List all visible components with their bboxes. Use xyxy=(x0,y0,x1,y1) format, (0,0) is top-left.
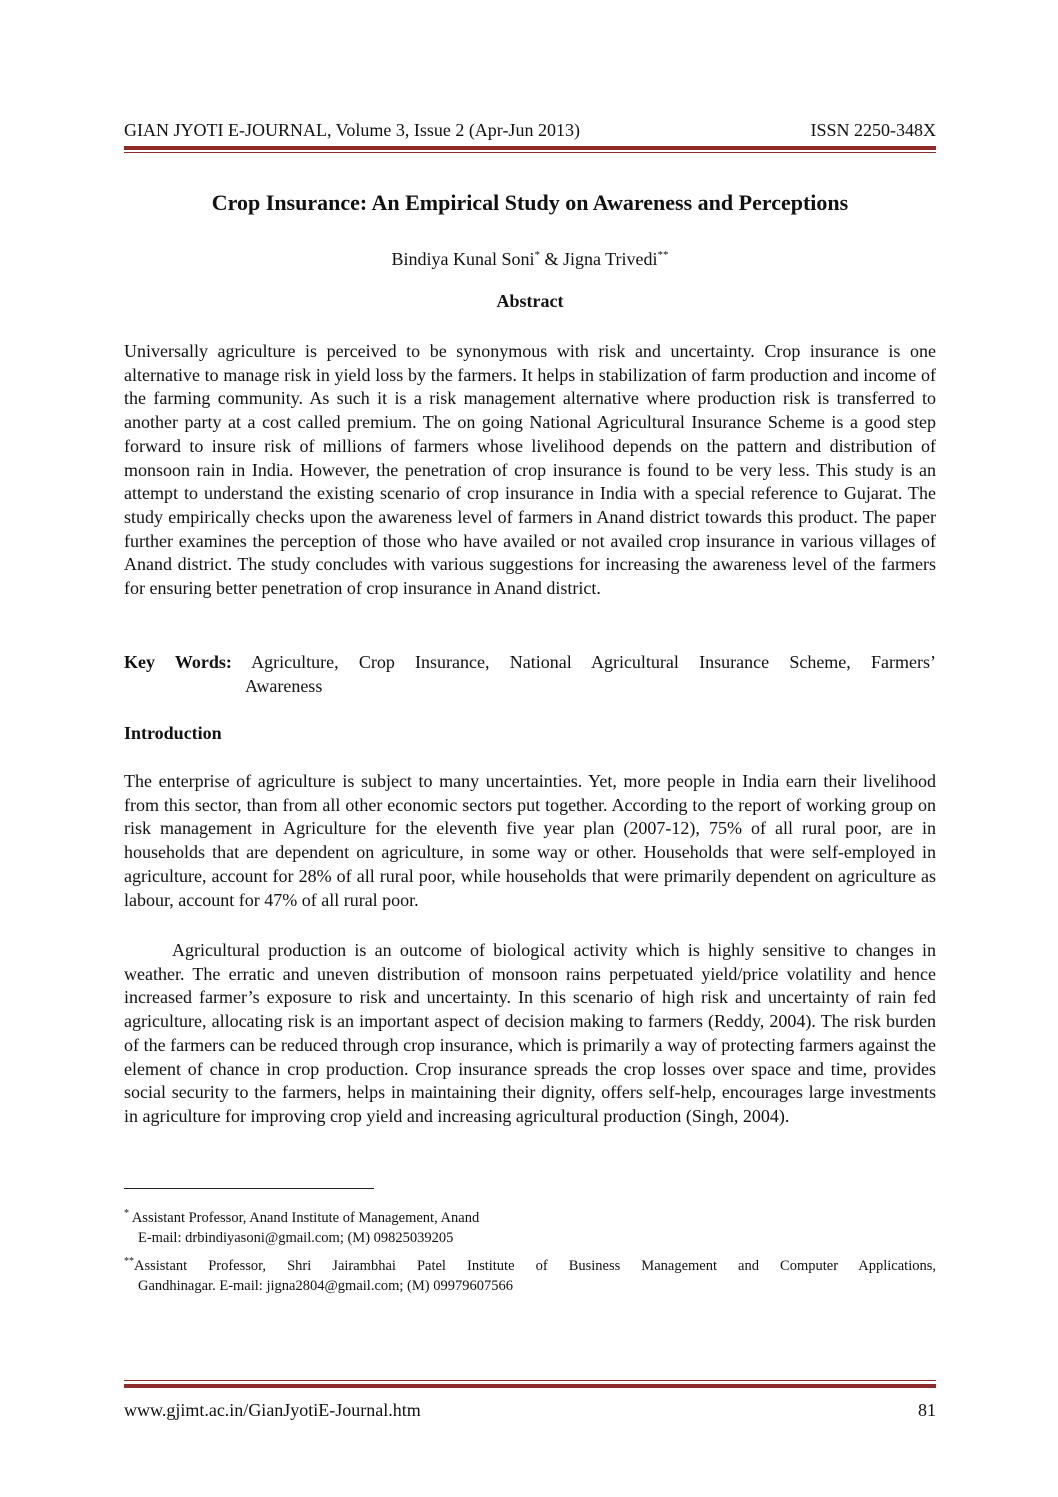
header-rule-thick xyxy=(124,146,936,150)
introduction-paragraph: Agricultural production is an outcome of biological activity which is highly sensitive to changes in weather. The erratic and uneven distribution of monsoon rains perpetuated yield/price volatility and hence increased farmer’s exposure to risk and uncertainty. In this scenario of high risk and uncertainty of rain fed agriculture, allocating risk is an important aspect of decision making to farmers (Reddy, 2004). The risk burden of the farmers can be reduced through crop insurance, which is primarily a way of protecting farmers against the element of chance in crop production. Crop insurance spreads the crop losses over space and time, provides social security to the farmers, helps in maintaining their dignity, offers self-help, encourages large investments in agriculture for improving crop yield and increasing agricultural production (Singh, 2004). xyxy=(124,940,936,1126)
article-title: Crop Insurance: An Empirical Study on Awareness and Perceptions xyxy=(211,190,849,215)
footnote-mark: * xyxy=(124,1208,129,1219)
footnote-rule xyxy=(124,1188,374,1189)
footnote-author1 xyxy=(124,1204,936,1248)
journal-citation: GIAN JYOTI E-JOURNAL, Volume 3, Issue 2 (Apr-Jun 2013) xyxy=(124,120,580,140)
footnote-author2 xyxy=(124,1252,936,1296)
running-header xyxy=(124,118,936,142)
author-line xyxy=(124,243,936,271)
footer-rule-thick xyxy=(124,1384,936,1388)
issn: ISSN 2250-348X xyxy=(810,120,936,140)
keywords-label: Key Words: xyxy=(124,652,232,672)
footnote-affiliation: Assistant Professor, Anand Institute of Management, Anand xyxy=(129,1209,480,1226)
footnote-contact: Gandhinagar. E-mail: jigna2804@gmail.com; (M) 09979607566 xyxy=(138,1277,513,1294)
page-number: 81 xyxy=(918,1400,936,1420)
author-separator: & xyxy=(539,249,563,269)
keywords-line xyxy=(124,650,936,674)
keywords-list: Agriculture, Crop Insurance, National Agricultural Insurance Scheme, Farmers’ xyxy=(251,652,937,672)
journal-url: www.gjimt.ac.in/GianJyotiE-Journal.htm xyxy=(124,1400,421,1420)
page-footer xyxy=(124,1398,936,1422)
section-heading-introduction: Introduction xyxy=(124,723,222,743)
author-footnote-mark: * xyxy=(534,249,540,261)
abstract-heading: Abstract xyxy=(496,291,564,311)
author-footnote-mark: ** xyxy=(657,249,669,261)
footer-rule-thin xyxy=(124,1380,936,1381)
header-rule-thin xyxy=(124,152,936,153)
article-page xyxy=(124,0,936,1497)
abstract-text: Universally agriculture is perceived to be synonymous with risk and uncertainty. Crop insurance is one alternative to manage risk in yield loss by the farmers. It helps in stabilization of farm production and income of the farming community. As such it is a risk management alternative where production risk is transferred to another party at a cost called premium. The on going National Agricultural Insurance Scheme is a good step forward to insure risk of millions of farmers whose livelihood depends on the pattern and distribution of monsoon rain in India. However, the penetration of crop insurance is found to be very less. This study is an attempt to understand the existing scenario of crop insurance in India with a special reference to Gujarat. The study empirically checks upon the awareness level of farmers in Anand district towards this product. The paper further examines the perception of those who have availed or not availed crop insurance in various villages of Anand district. The study concludes with various suggestions for increasing the awareness level of the farmers for ensuring better penetration of crop insurance in Anand district. xyxy=(124,341,936,599)
footnote-mark: ** xyxy=(124,1256,134,1267)
keywords-list-continued: Awareness xyxy=(245,676,323,696)
introduction-paragraph: The enterprise of agriculture is subject to many uncertainties. Yet, more people in India earn their livelihood from this sector, than from all other economic sectors put together. According to the report of working group on risk management in Agriculture for the eleventh five year plan (2007-12), 75% of all rural poor, are in households that are dependent on agriculture, in some way or other. Households that were self-employed in agriculture, account for 28% of all rural poor, while households that were primarily dependent on agriculture as labour, account for 47% of all rural poor. xyxy=(124,771,936,910)
author-name: Bindiya Kunal Soni xyxy=(391,249,535,269)
footnote-line xyxy=(124,1252,936,1276)
footnote-affiliation: Assistant Professor, Shri Jairambhai Patel Institute of Business Management and Computer Applications, xyxy=(134,1257,936,1274)
footnote-contact: E-mail: drbindiyasoni@gmail.com; (M) 09825039205 xyxy=(138,1229,454,1246)
keywords xyxy=(124,650,936,698)
author-name: Jigna Trivedi xyxy=(562,249,658,269)
